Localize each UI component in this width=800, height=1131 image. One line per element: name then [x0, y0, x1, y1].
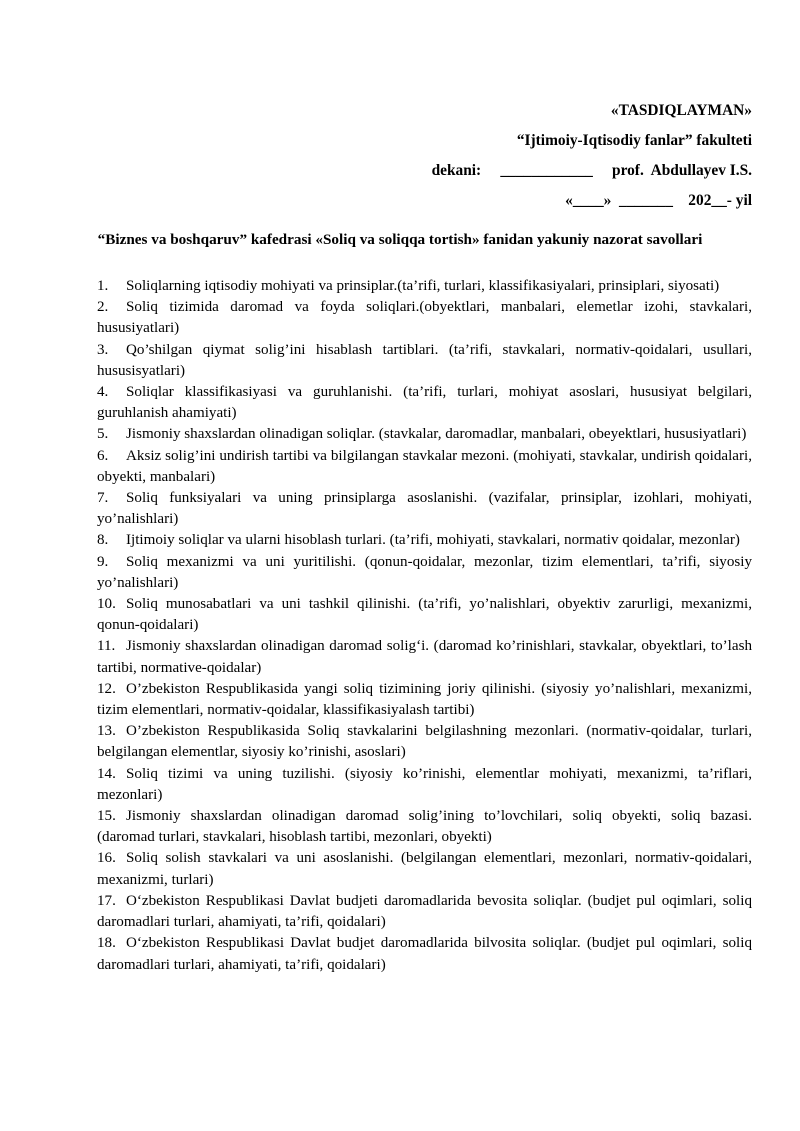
question-number: 2.	[97, 299, 109, 316]
question-text: Soliq tizimida daromad va foyda soliqlari.(obyektlari, manbalari, elemetlar izohi, stavkalari, hususiyatlari)	[97, 299, 752, 337]
list-item	[97, 806, 752, 848]
list-item	[97, 340, 752, 382]
question-text: Jismoniy shaxslardan olinadigan soliqlar. (stavkalar, daromadlar, manbalari, obeyektlari, hususiyatlari)	[126, 426, 747, 443]
question-number: 4.	[97, 384, 109, 401]
question-text: Jismoniy shaxslardan olinadigan daromad solig’ining to’lovchilari, soliq obyekti, soliq bazasi. (daromad turlari, stavkalari, hisoblash tartibi, mezonlari, obyekti)	[97, 808, 752, 846]
question-text: Ijtimoiy soliqlar va ularni hisoblash turlari. (ta’rifi, mohiyati, stavkalari, normativ qoidalar, mezonlar)	[126, 532, 740, 549]
question-number: 8.	[97, 532, 109, 549]
list-item	[97, 276, 752, 297]
question-number: 15.	[97, 808, 116, 825]
question-text: O‘zbekiston Respublikasi Davlat budjeti daromadlarida bevosita soliqlar. (budjet pul oqimlari, soliq daromadlari turlari, ahamiyati, ta’rifi, qoidalari)	[97, 892, 752, 931]
list-item	[97, 636, 752, 678]
question-text: Soliqlar klassifikasiyasi va guruhlanishi. (ta’rifi, turlari, mohiyat asoslari, hususiyat belgilari, guruhlanish ahamiyati)	[97, 384, 752, 422]
question-list	[97, 276, 752, 976]
question-text: O’zbekiston Respublikasida yangi soliq tizimining joriy qilinishi. (siyosiy yo’nalishlari, mexanizmi, tizim elementlari, normativ-qoidalar, klassifikasiyalash tartibi)	[97, 680, 752, 719]
question-text: Soliq mexanizmi va uni yuritilishi. (qonun-qoidalar, mezonlar, tizim elementlari, ta’rifi, siyosiy yo’nalishlari)	[97, 553, 752, 591]
approval-title: «TASDIQLAYMAN»	[610, 102, 752, 119]
question-number: 1.	[97, 278, 109, 294]
list-item	[97, 382, 752, 424]
list-item	[97, 297, 752, 339]
list-item	[97, 891, 752, 933]
question-text: Qo’shilgan qiymat solig’ini hisablash tartiblari. (ta’rifi, stavkalari, normativ-qoidalari, usullari, hususisyatlari)	[97, 341, 752, 379]
question-text: Aksiz solig’ini undirish tartibi va bilgilangan stavkalar mezoni. (mohiyati, stavkalar, undirish qoidalari, obyekti, manbalari)	[97, 447, 752, 485]
question-number: 9.	[97, 553, 109, 570]
question-text: Soliqlarning iqtisodiy mohiyati va prinsiplar.(ta’rifi, turlari, klassifikasiyalari, prinsiplari, siyosati)	[126, 278, 720, 294]
list-item	[97, 721, 752, 763]
dean-signature-line: dekani: ____________ prof. Abdullayev I.S.	[431, 162, 752, 179]
question-number: 7.	[97, 490, 109, 507]
approval-block	[432, 96, 752, 216]
faculty-name: “Ijtimoiy-Iqtisodiy fanlar” fakulteti	[516, 132, 752, 149]
question-number: 13.	[97, 723, 116, 740]
list-item	[97, 679, 752, 721]
document-heading: “Biznes va boshqaruv” kafedrasi «Soliq va soliqqa tortish» fanidan yakuniy nazorat savollari	[97, 231, 703, 248]
list-item	[97, 552, 752, 594]
question-number: 17.	[97, 892, 116, 909]
question-number: 18.	[97, 935, 116, 952]
question-number: 14.	[97, 765, 116, 782]
question-text: Soliq solish stavkalari va uni asoslanishi. (belgilangan elementlari, mezonlari, normativ-qoidalari, mexanizmi, turlari)	[97, 850, 752, 888]
list-item	[97, 764, 752, 806]
list-item	[97, 848, 752, 890]
question-number: 3.	[97, 341, 109, 358]
list-item	[97, 933, 752, 975]
list-item	[97, 530, 752, 551]
list-item	[97, 594, 752, 636]
question-text: Soliq funksiyalari va uning prinsiplarga asoslanishi. (vazifalar, prinsiplar, izohlari, mohiyati, yo’nalishlari)	[97, 490, 752, 528]
question-text: Soliq munosabatlari va uni tashkil qilinishi. (ta’rifi, yo’nalishlari, obyektiv zarurligi, mexanizmi, qonun-qoidalari)	[97, 596, 752, 634]
question-text: Soliq tizimi va uning tuzilishi. (siyosiy ko’rinishi, elementlar mohiyati, mexanizmi, ta’riflari, mezonlari)	[97, 765, 752, 803]
list-item	[97, 488, 752, 530]
question-number: 16.	[97, 850, 116, 867]
question-number: 6.	[97, 447, 109, 464]
question-number: 12.	[97, 680, 116, 697]
question-number: 11.	[97, 638, 116, 655]
question-text: O‘zbekiston Respublikasi Davlat budjet daromadlarida bilvosita soliqlar. (budjet pul oqimlari, soliq daromadlari turlari, ahamiyati, ta’rifi, qoidalari)	[97, 935, 752, 973]
question-text: Jismoniy shaxslardan olinadigan daromad solig‘i. (daromad ko’rinishlari, stavkalar, obyektlari, to’lash tartibi, normative-qoidalar)	[97, 638, 752, 676]
list-item	[97, 424, 752, 445]
list-item	[97, 446, 752, 488]
question-text: O’zbekiston Respublikasida Soliq stavkalarini belgilashning mezonlari. (normativ-qoidalar, turlari, belgilangan elementlar, siyosiy ko’rinishi, asoslari)	[97, 723, 752, 761]
approval-date-line: «____» _______ 202__- yil	[565, 192, 752, 209]
question-number: 10.	[97, 596, 116, 613]
question-number: 5.	[97, 426, 109, 443]
